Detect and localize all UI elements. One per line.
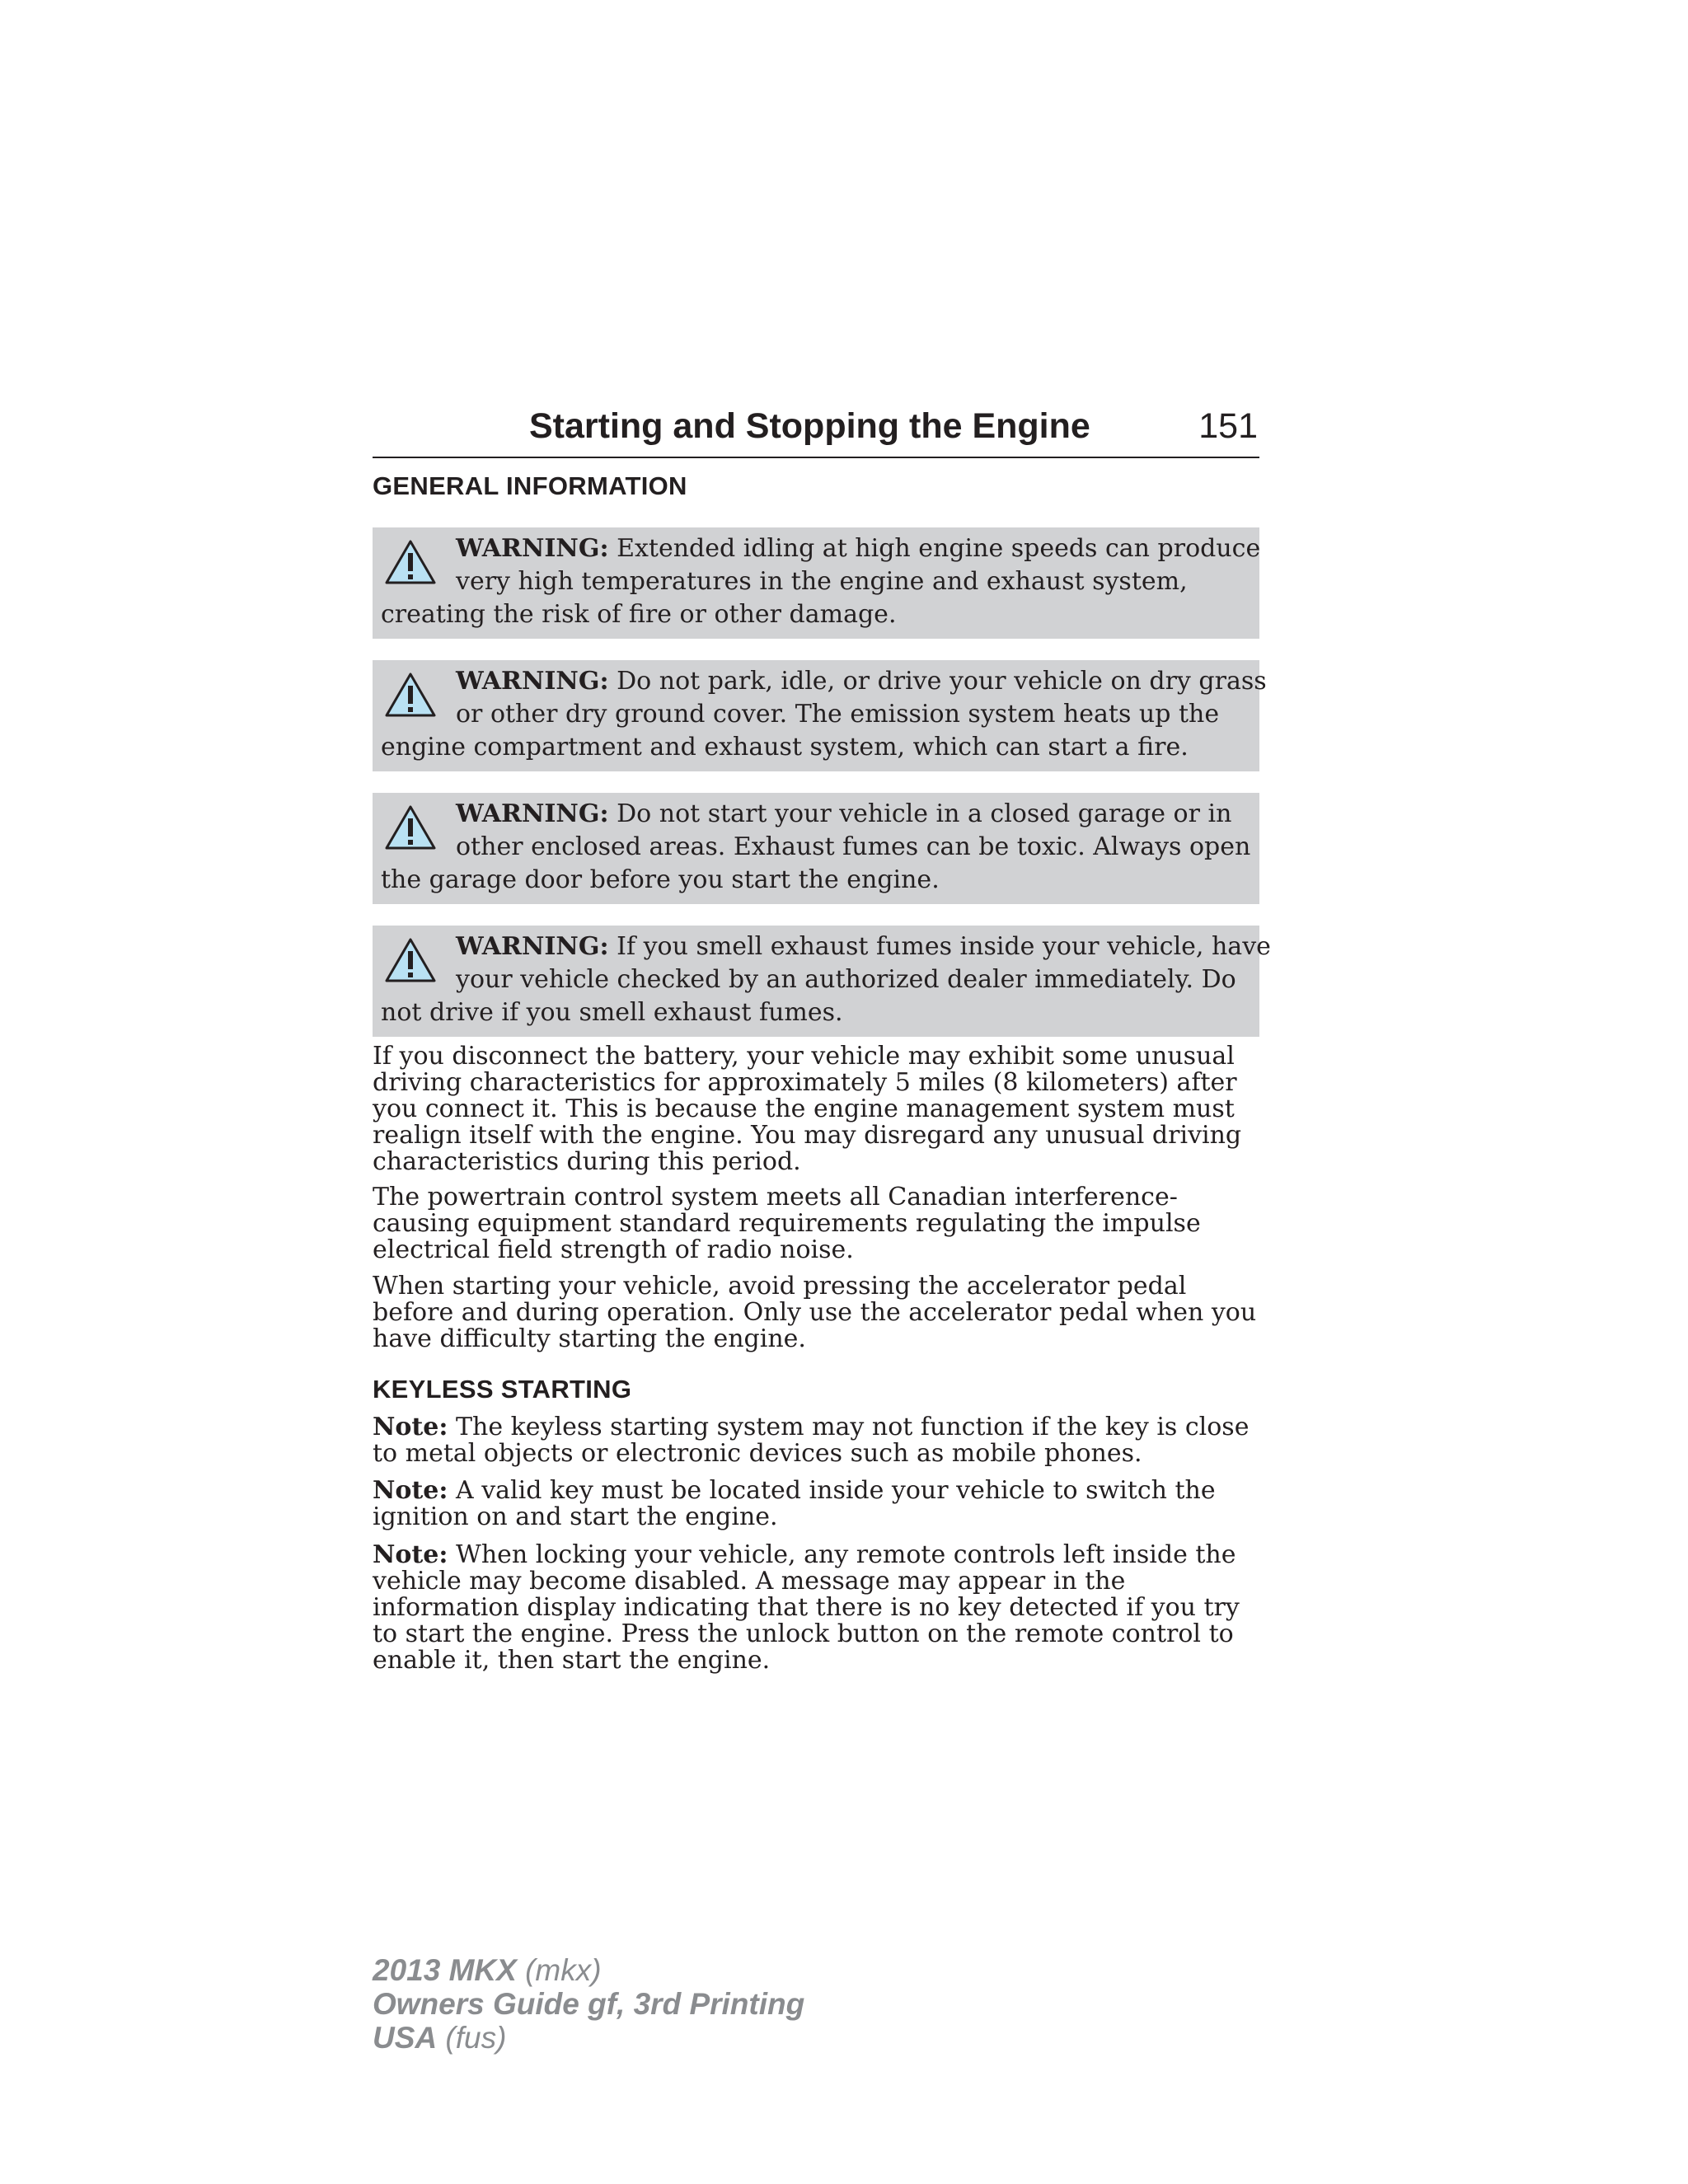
section-heading-general-information: GENERAL INFORMATION [373, 471, 687, 500]
section-heading-keyless-starting: KEYLESS STARTING [373, 1375, 632, 1404]
warning-text: Extended idling at high engine speeds can produce [617, 534, 1261, 563]
warning-text: your vehicle checked by an authorized dealer immediately. Do [456, 965, 1236, 994]
warning-box [373, 527, 1259, 639]
warning-label: WARNING: [456, 667, 609, 696]
page-footer [373, 1953, 804, 2055]
footer-guide: Owners Guide gf, 3rd Printing [373, 1987, 805, 2021]
note-text: The keyless starting system may not function if the key is close to metal objects or electronic devices such as mobile phones. [373, 1413, 1250, 1468]
warning-text: creating the risk of fire or other damage. [381, 600, 897, 629]
note [373, 1414, 1259, 1467]
warning-text: or other dry ground cover. The emission system heats up the [456, 700, 1220, 729]
chapter-title: Starting and Stopping the Engine [529, 406, 1090, 446]
page-header [373, 402, 1259, 458]
warning-text: other enclosed areas. Exhaust fumes can be toxic. Always open [456, 832, 1251, 861]
note-label: Note: [373, 1413, 448, 1441]
warning-text: Do not park, idle, or drive your vehicle on dry grass [617, 667, 1267, 696]
warning-label: WARNING: [456, 932, 609, 961]
warning-box [373, 793, 1259, 904]
warning-label: WARNING: [456, 534, 609, 563]
warning-text: not drive if you smell exhaust fumes. [381, 998, 843, 1027]
footer-region: USA (fus) [373, 2021, 507, 2055]
paragraph-starting: When starting your vehicle, avoid pressing the accelerator pedal before and during operation. Only use the accelerator pedal when you have difficulty starting the engine. [373, 1272, 1257, 1353]
warning-text: the garage door before you start the engine. [381, 865, 940, 894]
warning-triangle-icon [384, 804, 437, 851]
warning-text: very high temperatures in the engine and exhaust system, [456, 567, 1188, 596]
note-text: A valid key must be located inside your vehicle to switch the ignition on and start the engine. [373, 1476, 1216, 1531]
warning-text: engine compartment and exhaust system, which can start a fire. [381, 733, 1189, 762]
warning-triangle-icon [384, 937, 437, 983]
paragraph-battery: If you disconnect the battery, your vehicle may exhibit some unusual driving characteristics for approximately 5 miles (8 kilometers) after you connect it. This is because the engine management system must realign itself with the engine. You may disregard any unusual driving characteristics during this period. [373, 1042, 1242, 1176]
note [373, 1542, 1259, 1674]
warning-triangle-icon [384, 539, 437, 585]
warning-box [373, 660, 1267, 771]
warning-label: WARNING: [456, 799, 609, 828]
page-number: 151 [1198, 406, 1258, 446]
warning-triangle-icon [384, 672, 437, 718]
warning-text: If you smell exhaust fumes inside your vehicle, have [617, 932, 1271, 961]
warning-text: Do not start your vehicle in a closed garage or in [617, 799, 1232, 828]
paragraph-powertrain: The powertrain control system meets all Canadian interference-causing equipment standard requirements regulating the impulse electrical field strength of radio noise. [373, 1183, 1201, 1264]
note-label: Note: [373, 1476, 448, 1505]
warning-box [373, 926, 1271, 1037]
footer-model: 2013 MKX (mkx) [373, 1953, 602, 1987]
note-label: Note: [373, 1540, 448, 1569]
note [373, 1478, 1259, 1530]
note-text: When locking your vehicle, any remote controls left inside the vehicle may become disabled. A message may appear in the information display indicating that there is no key detected if you try to start the engine. Press the unlock button on the remote control to enable it, then start the engine. [373, 1540, 1240, 1675]
